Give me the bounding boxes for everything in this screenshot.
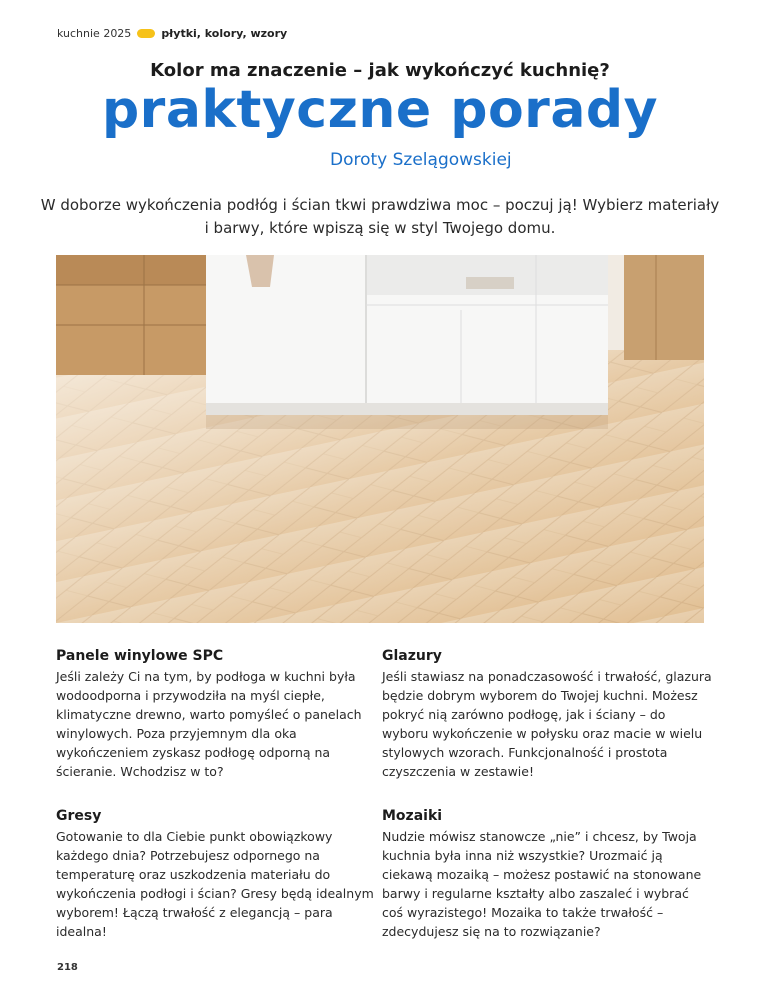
kitchen-floor-photo (56, 255, 704, 623)
section-glazury (382, 647, 712, 781)
issue-label: kuchnie 2025 (57, 27, 132, 40)
section-text: Jeśli stawiasz na ponadczasowość i trwałość, glazura będzie dobrym wyborem do Twojej kuchni. Możesz pokryć nią zarówno podłogę, jak i ściany – do wyboru wykończenie w połysku oraz macie w wielu stylowych wzorach. Funkcjonalność i prostota czyszczenia w zestawie! (382, 669, 712, 779)
section-mozaiki (382, 807, 712, 941)
section-label: płytki, kolory, wzory (161, 27, 288, 40)
section-text: Nudzie mówisz stanowcze „nie” i chcesz, by Twoja kuchnia była inna niż wszystkie? Urozmaić ją ciekawą mozaiką – możesz postawić na stonowane barwy i regularne kształty albo zaszaleć i wybrać coś wyrazistego! Mozaika to także trwałość – zdecydujesz się na to rozwiązanie? (382, 829, 702, 939)
running-header (57, 27, 287, 40)
section-text: Jeśli zależy Ci na tym, by podłoga w kuchni była wodoodporna i przywodziła na myśl ciepłe, klimatyczne drewno, warto pomyśleć o panelach winylowych. Poza przyjemnym dla oka wykończeniem zyskasz podłogę odporną na ścieranie. Wchodzisz w to? (56, 669, 362, 779)
page-number: 218 (57, 962, 78, 973)
article-subtitle: Kolor ma znaczenie – jak wykończyć kuchnię? (150, 60, 610, 81)
article-author: Doroty Szelągowskiej (330, 150, 512, 170)
section-heading: Gresy (56, 808, 102, 824)
article-title: praktyczne porady (101, 80, 659, 140)
section-heading: Panele winylowe SPC (56, 648, 224, 664)
section-text: Gotowanie to dla Ciebie punkt obowiązkowy każdego dnia? Potrzebujesz odpornego na temperaturę oraz uszkodzenia materiału do wykończenia podłogi i ścian? Gresy będą idealnym wyborem! Łączą trwałość z elegancją – para idealna! (56, 829, 374, 939)
section-heading: Glazury (382, 648, 442, 664)
section-gresy (56, 807, 386, 941)
yellow-pill-icon (137, 29, 155, 38)
section-spc-panels (56, 647, 386, 781)
section-heading: Mozaiki (382, 808, 443, 824)
article-lead: W doborze wykończenia podłóg i ścian tkwi prawdziwa moc – poczuj ją! Wybierz materiały i barwy, które wpiszą się w styl Twojego domu. (40, 196, 720, 237)
